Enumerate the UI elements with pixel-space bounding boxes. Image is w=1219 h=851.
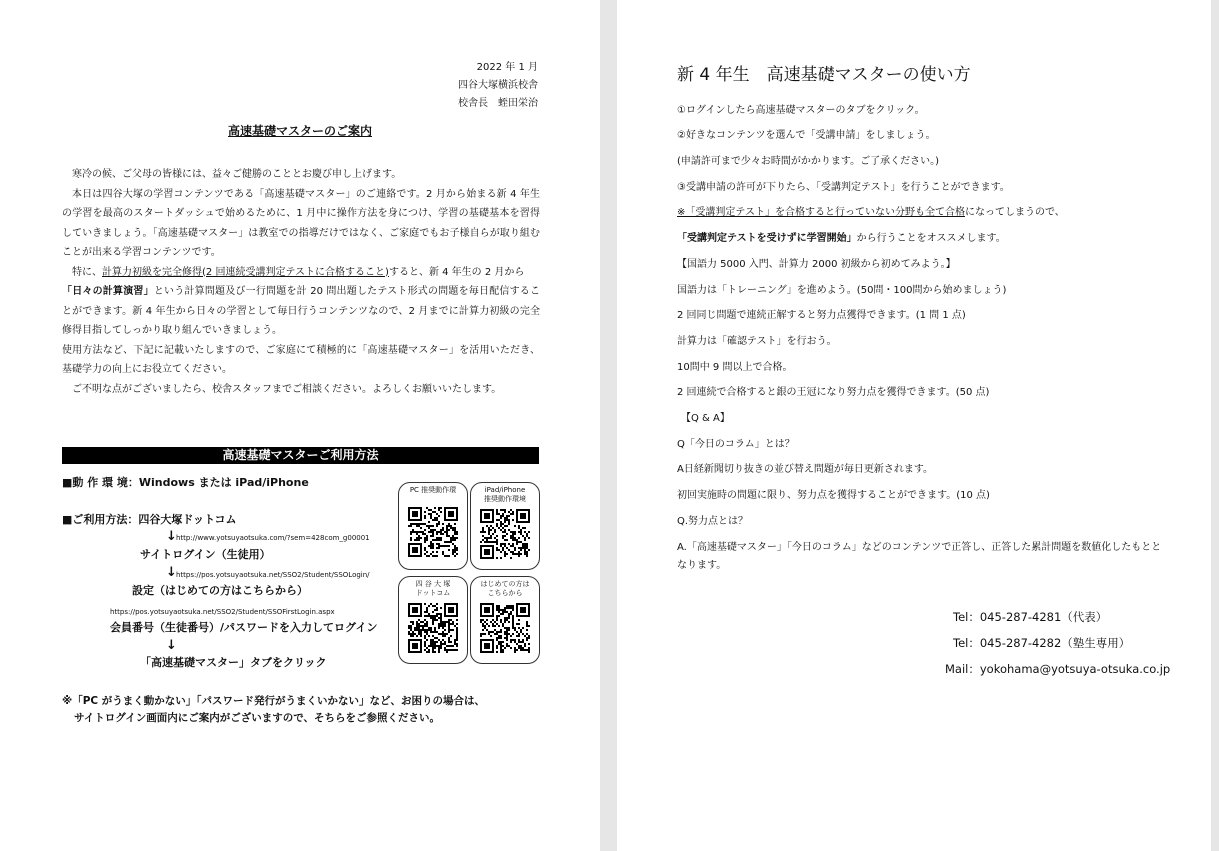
left-page [0,0,600,851]
start-tip: 【国語力 5000 入門、計算力 2000 初級から初めてみよう。】 [677,259,956,270]
tel-students: Tel：045-287-4282（塾生専用） [953,636,1131,650]
qa-heading: 【Q & A】 [681,413,730,424]
a-column: A日経新聞切り抜きの並び替え問題が毎日更新されます。 [677,464,934,475]
paragraph-calc-c: という計算問題及び一行問題を計 20 問出題したテスト形式の問題を毎日配信することができます。新 4 年生から日々の学習として毎日行うコンテンツなので、2 月までに計算力初級の完全修得目指してしっかり取り組んでいきましょう。 [62,286,541,336]
step-2: ②好きなコンテンツを選んで「受講申請」をしましょう。 [677,130,936,141]
usage-title: 新 4 年生 高速基礎マスターの使い方 [677,65,971,85]
qr-card-first [470,576,540,664]
a-points-cont: なります。 [677,560,727,571]
recommend-bold: 「受講判定テストを受けずに学習開始」 [677,233,857,244]
a-points: A.「高速基礎マスター」「今日のコラム」などのコンテンツで正答し、正答した累計問題を数値化したもとと [677,542,1162,553]
keisan-pass: 10問中 9 問以上で合格。 [677,362,793,373]
paragraph-calc [62,263,540,341]
step-site-login: サイトログイン（生徒用） [140,548,271,561]
kokugo-points: 2 回同じ問題で連続正解すると努力点獲得できます。(1 問 1 点) [677,310,966,321]
step-click-tab: 「高速基礎マスター」タブをクリック [140,656,327,669]
qr-card-ipad [470,482,540,570]
paragraph-calc-underline: 計算力初級を完全修得(2 回連続受講判定テストに合格すること) [102,266,389,278]
keisan-points: 2 回連続で合格すると銀の王冠になり努力点を獲得できます。(50 点) [677,387,990,398]
step-member-login: 会員番号（生徒番号）/パスワードを入力してログイン [110,621,378,634]
step-3: ③受講申請の許可が下りたら、「受講判定テスト」を行うことができます。 [677,182,1010,193]
arrow-down-icon: ↓ [166,565,177,580]
url-yotsuya-com[interactable]: http://www.yotsuyaotsuka.com/?sem=428com_g00001 [176,534,370,542]
warning-underline: ※「受講判定テスト」を合格すると行っていない分野も全て合格 [677,207,965,218]
operating-environment: ■動 作 環 境：Windows または iPad/iPhone [62,476,309,489]
contact-email[interactable]: Mail：yokohama@yotsuya-otsuka.co.jp [945,662,1171,676]
paragraph-greeting: 寒冷の候、ご父母の皆様には、益々ご健勝のこととお慶び申し上げます。 [72,169,402,180]
paragraph-calc-b: すると、新 4 年生の 2 月から [388,266,525,278]
school-name: 四谷大塚横浜校舎 [458,80,538,91]
step-2-note: (申請許可まで少々お時間がかかります。ご了承ください。) [677,156,940,167]
qr-label-pc: PC 推奨動作環 [409,486,457,494]
qr-label-ipad: iPad/iPhone 推奨動作環境 [484,486,526,503]
paragraph-intro: 本日は四谷大塚の学習コンテンツである「高速基礎マスター」のご連絡です。2 月から始まる新 4 年生の学習を最高のスタートダッシュで始めるために、1 月中に操作方法を身につけ、学習の基礎基本を習得していきましょう。「高速基礎マスター」は教室での指導だけではなく、ご家庭でもお子様自らが取り組むことが出来る学習コンテンツです。 [62,188,540,258]
qr-label-dotcom: 四 谷 大 塚 ドットコム [415,580,451,597]
letter-date: 2022 年 1 月 [476,62,538,73]
q-points: Q.努力点とは？ [677,516,749,527]
recommend-rest: から行うことをオススメします。 [856,233,1006,244]
principal-name: 校舎長 蛭田栄治 [458,98,538,109]
usage-method: ■ご利用方法：四谷大塚ドットコム [62,513,237,526]
trouble-note-1: ※「PC がうまく動かない」「パスワード発行がうまくいかない」など、お困りの場合は、 [62,695,486,707]
step-settings: 設定（はじめての方はこちらから） [132,584,308,597]
arrow-down-icon: ↓ [166,529,177,544]
keisan-tip: 計算力は「確認テスト」を行おう。 [677,336,837,347]
url-first-login[interactable]: https://pos.yotsuyaotsuka.net/SSO2/Student/SSOFirstLogin.aspx [110,608,335,616]
right-page [617,0,1211,851]
step-1: ①ログインしたら高速基礎マスターのタブをクリック。 [677,105,925,116]
arrow-down-icon: ↓ [166,638,177,653]
paragraph-contact: ご不明な点がございましたら、校舎スタッフまでご相談ください。よろしくお願いいたします。 [72,383,502,395]
paragraph-calc-a: 特に、 [72,266,102,278]
warning-rest: になってしまうので、 [964,207,1065,218]
paragraph-calc-bold: 「日々の計算演習」 [62,286,154,297]
letter-title: 高速基礎マスターのご案内 [227,124,372,138]
qr-code-icon[interactable] [408,603,458,653]
kokugo-tip: 国語力は「トレーニング」を進めよう。(50問・100問から始めましょう) [677,285,1007,296]
url-sso-login[interactable]: https://pos.yotsuyaotsuka.net/SSO2/Student/SSOLogin/ [176,571,370,579]
trouble-note-2: サイトログイン画面内にご案内がございますので、そちらをご参照ください。 [74,712,441,724]
letter-body [62,165,540,399]
warning-line [677,206,1065,220]
qr-code-icon[interactable] [480,509,530,559]
usage-section-header: 高速基礎マスターご利用方法 [62,447,539,464]
qr-code-icon[interactable] [480,603,530,653]
q-column: Q「今日のコラム」とは？ [677,439,795,450]
recommend-line [677,232,1006,246]
qr-code-icon[interactable] [408,507,458,557]
qr-card-dotcom [398,576,468,664]
qr-card-pc [398,482,468,570]
a-column-points: 初回実施時の問題に限り、努力点を獲得することができます。(10 点) [677,490,990,501]
tel-main: Tel：045-287-4281（代表） [953,610,1108,624]
paragraph-usage: 使用方法など、下記に記載いたしますので、ご家庭にて積極的に「高速基礎マスター」を活用いただき、基礎学力の向上にお役立てください。 [62,344,540,375]
qr-label-first: はじめての方は こちらから [480,580,530,597]
